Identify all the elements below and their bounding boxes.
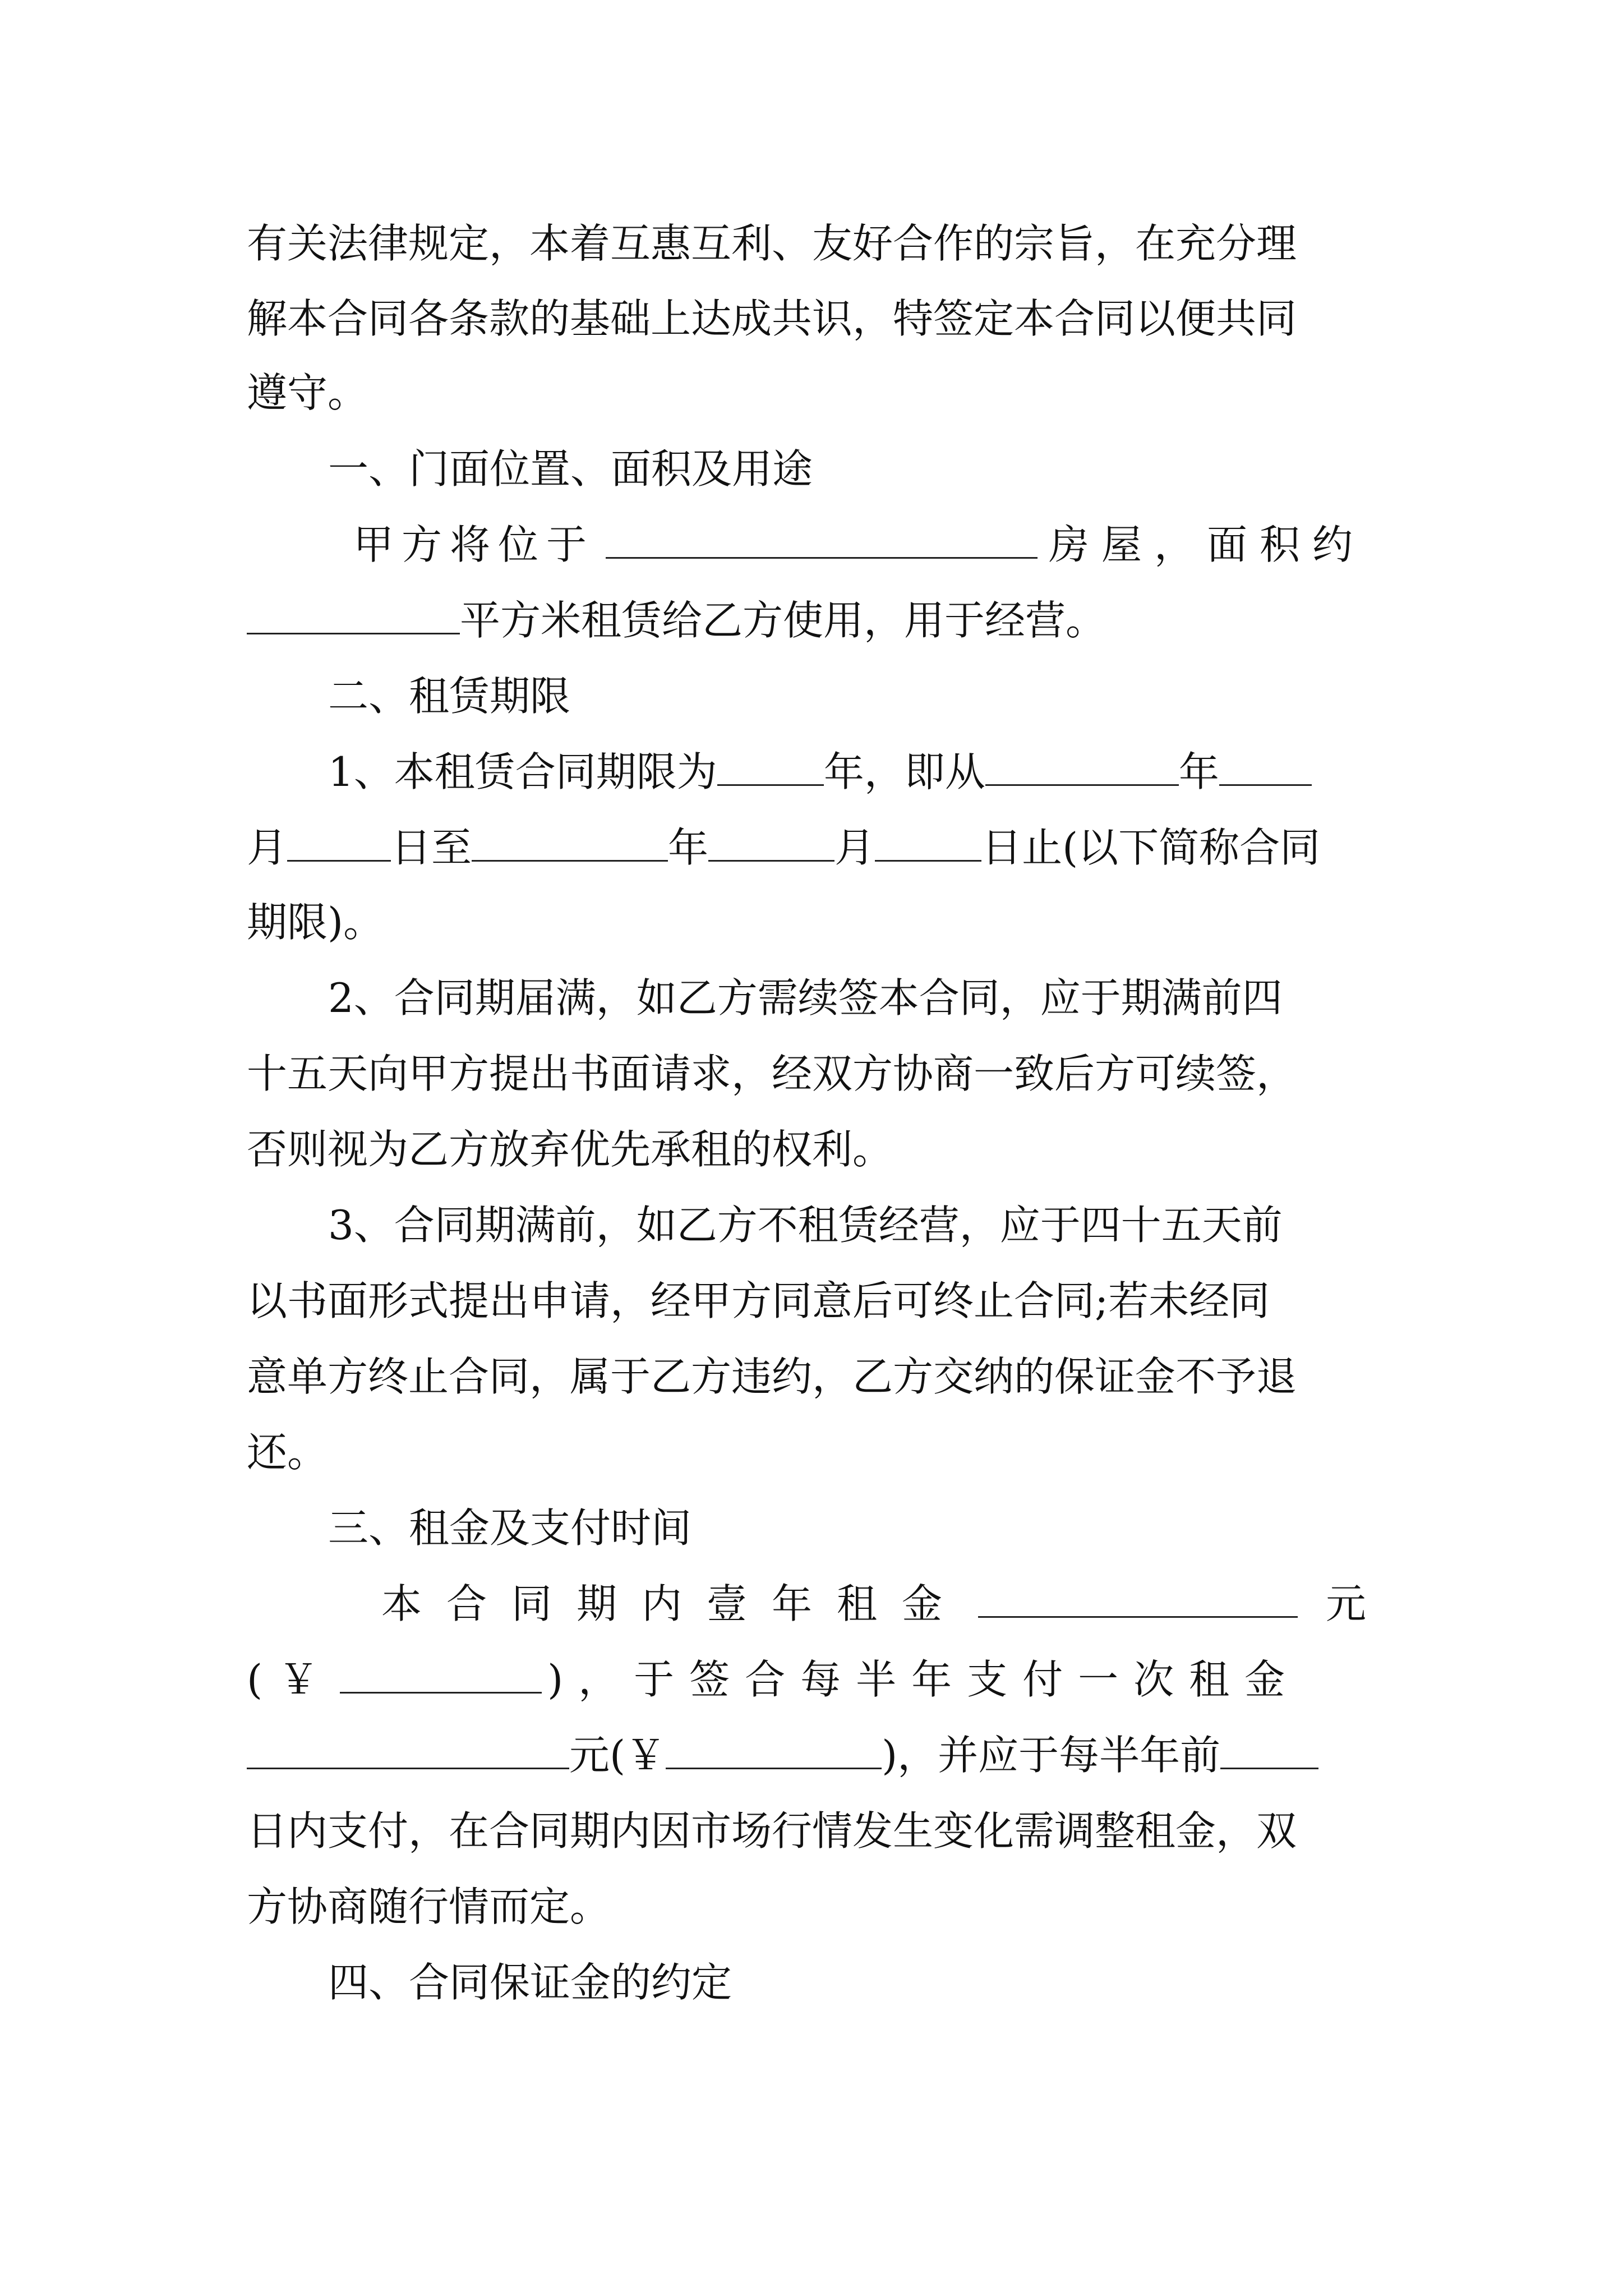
fill-in-blank	[606, 516, 1038, 559]
paragraph-line: 还。	[247, 1429, 328, 1476]
text-segment: 年	[668, 824, 709, 871]
text-segment: )，并应于每半年前	[882, 1732, 1221, 1779]
text-segment: 年	[1178, 748, 1219, 795]
text-segment: 元	[1326, 1580, 1367, 1627]
fill-in-blank	[978, 1575, 1298, 1618]
paragraph-line-with-blank	[247, 1648, 1391, 1711]
fill-in-blank	[875, 818, 981, 862]
text-segment: 房屋，面积约	[1049, 521, 1366, 568]
text-segment: 甲方将位于	[353, 521, 595, 568]
paragraph-line: 有关法律规定，本着互惠互利、友好合作的宗旨，在充分理	[247, 220, 1297, 267]
text-segment: 元(￥	[569, 1732, 666, 1779]
text-segment: 日止(以下简称合同	[981, 824, 1321, 871]
fill-in-blank	[717, 743, 824, 786]
paragraph-line-with-blank	[247, 1724, 1391, 1787]
fill-in-blank	[708, 818, 834, 862]
paragraph-line: 3、合同期满前，如乙方不租赁经营，应于四十五天前	[328, 1202, 1283, 1249]
fill-in-blank	[247, 1726, 569, 1769]
paragraph-line: 2、合同期届满，如乙方需续签本合同，应于期满前四	[328, 974, 1283, 1022]
fill-in-blank	[1220, 1726, 1318, 1769]
paragraph-line: 意单方终止合同，属于乙方违约，乙方交纳的保证金不予退	[247, 1353, 1297, 1400]
fill-in-blank	[985, 743, 1179, 786]
section-heading-4: 四、合同保证金的约定	[328, 1959, 732, 2006]
paragraph-line-with-blank	[381, 1572, 1391, 1635]
paragraph-line-with-blank	[247, 816, 1391, 879]
text-segment: (￥	[247, 1656, 335, 1703]
text-segment: 月	[247, 824, 288, 871]
section-heading-1: 一、门面位置、面积及用途	[328, 445, 813, 493]
paragraph-line: 方协商随行情而定。	[247, 1883, 611, 1930]
text-segment: 平方米租赁给乙方使用，用于经营。	[460, 597, 1106, 644]
fill-in-blank	[1219, 743, 1312, 786]
text-segment: 日至	[391, 824, 472, 871]
fill-in-blank	[247, 591, 460, 634]
paragraph-line: 否则视为乙方放弃优先承租的权利。	[247, 1126, 893, 1173]
section-heading-3: 三、租金及支付时间	[328, 1504, 692, 1552]
section-heading-2: 二、租赁期限	[328, 673, 571, 720]
fill-in-blank	[472, 818, 668, 862]
paragraph-line-with-blank	[328, 740, 1391, 803]
paragraph-line: 遵守。	[247, 369, 368, 416]
paragraph-line: 以书面形式提出申请，经甲方同意后可终止合同;若未经同	[247, 1277, 1270, 1324]
text-segment: 本合同期内壹年租金	[381, 1580, 967, 1627]
text-segment: )，于签合每半年支付一次租金	[547, 1656, 1301, 1703]
paragraph-line-with-blank	[353, 513, 1391, 576]
fill-in-blank	[287, 818, 391, 862]
paragraph-line: 期限)。	[247, 899, 384, 946]
text-segment: 1、本租赁合同期限为	[328, 748, 717, 795]
paragraph-line: 日内支付，在合同期内因市场行情发生变化需调整租金，双	[247, 1807, 1297, 1855]
text-segment: 年，即从	[823, 748, 985, 795]
paragraph-line: 解本合同各条款的基础上达成共识，特签定本合同以便共同	[247, 295, 1297, 342]
fill-in-blank	[666, 1726, 882, 1769]
paragraph-line-with-blank	[247, 589, 1391, 652]
paragraph-line: 十五天向甲方提出书面请求，经双方协商一致后方可续签，	[247, 1050, 1297, 1097]
text-segment: 月	[834, 824, 875, 871]
fill-in-blank	[340, 1650, 542, 1694]
